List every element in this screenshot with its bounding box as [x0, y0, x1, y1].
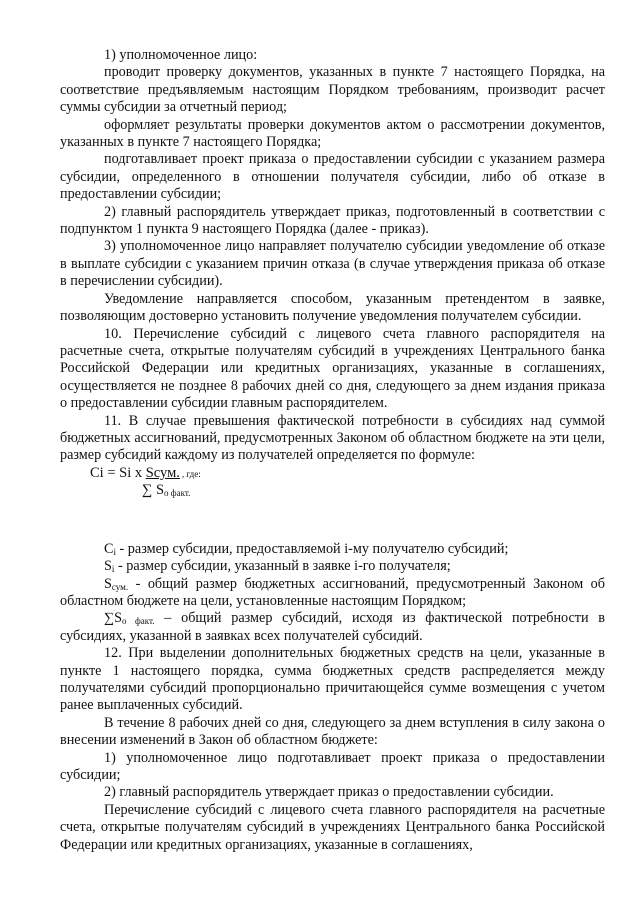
subsidy-formula — [60, 465, 605, 523]
definition-text: - общий размер бюджетных ассигнований, предусмотренный Законом об областном бюджете на цели, установленные настоящим Порядком; — [60, 575, 605, 609]
formula-main-line — [90, 465, 201, 483]
formula-where: , где: — [181, 468, 201, 479]
formula-denominator-sub: о факт. — [164, 487, 191, 498]
formula-denominator — [142, 482, 190, 499]
definition-symbol: S — [104, 575, 112, 592]
paragraph: 11. В случае превышения фактической потребности в субсидиях над суммой бюджетных ассигнований, предусмотренных Законом об областном бюджете на эти цели, размер субсидий каждому из получателей определяется по формуле: — [60, 412, 605, 464]
paragraph: проводит проверку документов, указанных в пункте 7 настоящего Порядка, на соответствие предъявляемым настоящим Порядком требованиям, производит расчет суммы субсидии за отчетный период; — [60, 64, 605, 116]
paragraph: Перечисление субсидий с лицевого счета главного распорядителя на расчетные счета, открытые получателям субсидий в учреждениях Центрального банка Российской Федерации или кредитных организациях, указанные в соглашениях, — [60, 801, 605, 853]
formula-definitions — [60, 541, 605, 645]
paragraph: Уведомление направляется способом, указанным претендентом в заявке, позволяющим достоверно установить получение уведомления получателем субсидии. — [60, 290, 605, 325]
definition-symbol: С — [104, 540, 114, 557]
paragraph: 2) главный распорядитель утверждает приказ о предоставлении субсидии. — [104, 784, 554, 801]
paragraph: 12. При выделении дополнительных бюджетных средств на цели, указанные в пункте 1 настоящего порядка, сумма бюджетных средств распределяется между получателями субсидий пропорционально причитающейся сумме возмещения с учетом ранее выплаченных субсидий. — [60, 645, 605, 714]
definition-subscript: i — [113, 546, 116, 557]
spacer — [60, 523, 605, 541]
definition-symbol: S — [104, 558, 112, 575]
paragraph: 2) главный распорядитель утверждает приказ, подготовленный в соответствии с подпунктом 1 пункта 9 настоящего Порядка (далее - приказ). — [60, 203, 605, 238]
paragraph: 3) уполномоченное лицо направляет получателю субсидии уведомление об отказе в выплате субсидии с указанием причин отказа (в случае утверждения приказа об отказе в перечислении субсидии). — [60, 238, 605, 290]
document-body — [60, 47, 605, 854]
formula-lhs: Сi = Si x — [90, 464, 146, 481]
top-paragraphs — [60, 47, 605, 465]
formula-denominator-sigma: ∑ S — [142, 481, 165, 498]
definition-subscript: сум. — [111, 581, 129, 592]
bottom-paragraphs — [60, 645, 605, 854]
formula-numerator: Sсум. — [145, 464, 180, 481]
paragraph: подготавливает проект приказа о предоставлении субсидии с указанием размера субсидии, определенного в отношении получателя субсидии, либо об отказе в предоставлении субсидии; — [60, 151, 605, 203]
definition — [60, 576, 605, 611]
paragraph: 1) уполномоченное лицо подготавливает проект приказа о предоставлении субсидии; — [60, 749, 605, 784]
definition — [60, 558, 605, 575]
definition-symbol: ∑S — [104, 610, 123, 627]
paragraph: 1) уполномоченное лицо: — [104, 47, 258, 63]
definition-text: - размер субсидии, предоставляемой i-му получателю субсидий; — [115, 540, 509, 557]
definition-subscript: о факт. — [122, 616, 155, 627]
definition — [60, 541, 605, 558]
definition-text: - размер субсидии, указанный в заявке i-го получателя; — [114, 558, 451, 575]
paragraph: В течение 8 рабочих дней со дня, следующего за днем вступления в силу закона о внесении изменений в Закон об областном бюджете: — [60, 714, 605, 749]
paragraph: оформляет результаты проверки документов актом о рассмотрении документов, указанных в пункте 7 настоящего Порядка; — [60, 116, 605, 151]
definition-text: – общий размер субсидий, исходя из фактической потребности в субсидиях, указанной в заявках всех получателей субсидий. — [60, 610, 606, 644]
definition-subscript: i — [111, 564, 115, 575]
paragraph: 10. Перечисление субсидий с лицевого счета главного распорядителя на расчетные счета, открытые получателям субсидий в учреждениях Центрального банка Российской Федерации или кредитных организациях, указанные в соглашениях, осуществляется не позднее 8 рабочих дней со дня, следующего за днем издания приказа о предоставлении субсидии главным распорядителем. — [60, 325, 605, 412]
definition — [60, 610, 605, 645]
